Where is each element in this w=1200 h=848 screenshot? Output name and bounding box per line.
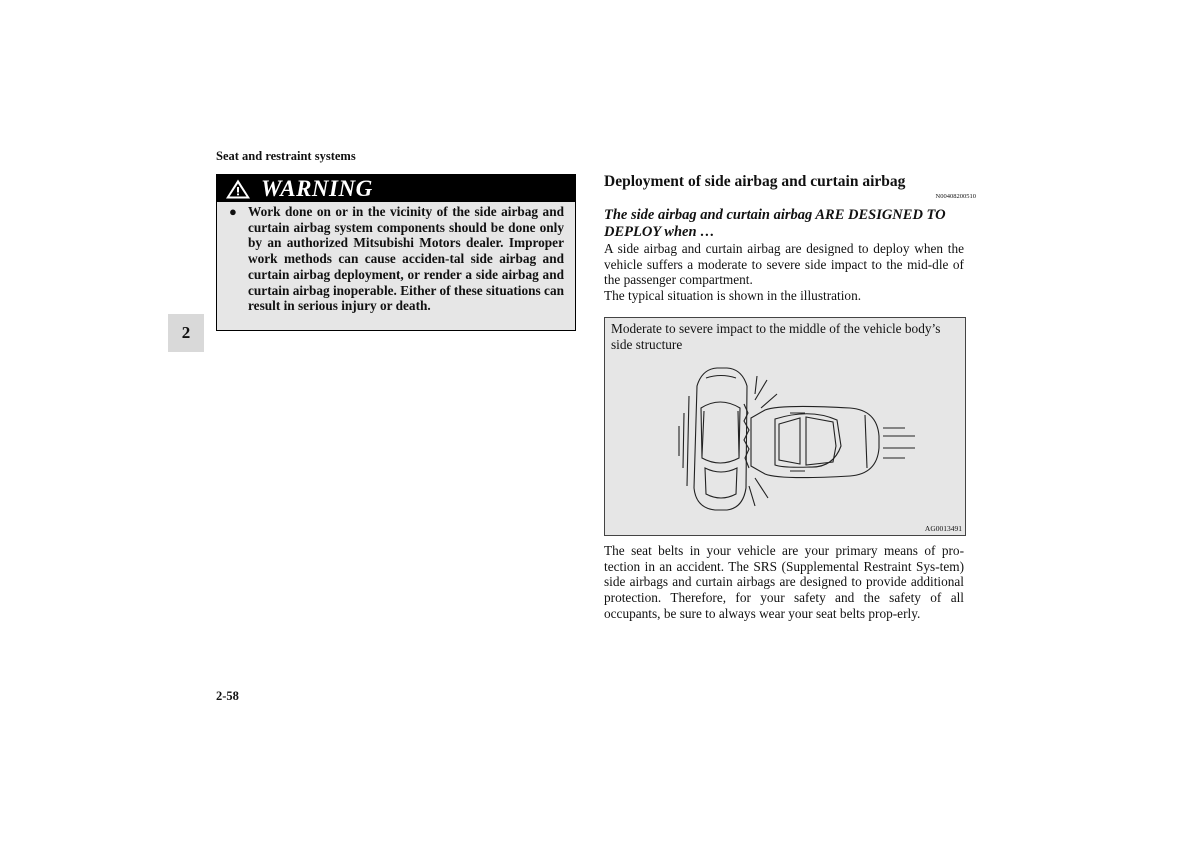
warning-title: WARNING <box>261 175 373 201</box>
chapter-number: 2 <box>181 323 191 342</box>
chapter-tab <box>168 314 204 352</box>
page-number: 2-58 <box>216 689 239 703</box>
side-impact-illustration <box>605 318 967 537</box>
reference-code: N00408200510 <box>935 193 976 200</box>
figure-caption: Moderate to severe impact to the middle of the vehicle body’s side structure <box>611 321 941 352</box>
paragraph-deploy-conditions: A side airbag and curtain airbag are designed to deploy when the vehicle suffers a moderate to severe side impact to the mid-dle of the passenger compartment. <box>604 241 964 288</box>
bullet-icon: ● <box>229 204 237 219</box>
paragraph-seat-belts: The seat belts in your vehicle are your primary means of pro-tection in an accident. The SRS (Supplemental Restraint Sys-tem) side airbags and curtain airbags are designed to provide additional protection. Therefore, for your safety and the safety of all occupants, be sure to always wear your seat belts prop-erly. <box>604 543 964 621</box>
running-header: Seat and restraint systems <box>216 149 356 163</box>
warning-header <box>217 175 575 202</box>
main-column <box>604 172 976 304</box>
warning-item <box>217 202 575 314</box>
paragraph-illustration-note: The typical situation is shown in the illustration. <box>604 288 862 304</box>
illustration-figure <box>604 317 966 536</box>
figure-code: AG0013491 <box>924 524 962 533</box>
subheading: The side airbag and curtain airbag ARE DESIGNED TO DEPLOY when … <box>604 207 946 240</box>
warning-box <box>216 174 576 331</box>
warning-text: Work done on or in the vicinity of the side airbag and curtain airbag system components should be done only by an authorized Mitsubishi Motors dealer. Improper work methods can cause acciden-tal side airbag and curtain airbag deployment, or render a side airbag and curtain airbag inoperable. Either of these situations can result in serious injury or death. <box>248 204 564 314</box>
warning-triangle-icon <box>225 178 251 200</box>
closing-section <box>604 543 964 622</box>
section-heading: Deployment of side airbag and curtain airbag <box>604 173 906 190</box>
struck-car-roof <box>701 402 740 463</box>
